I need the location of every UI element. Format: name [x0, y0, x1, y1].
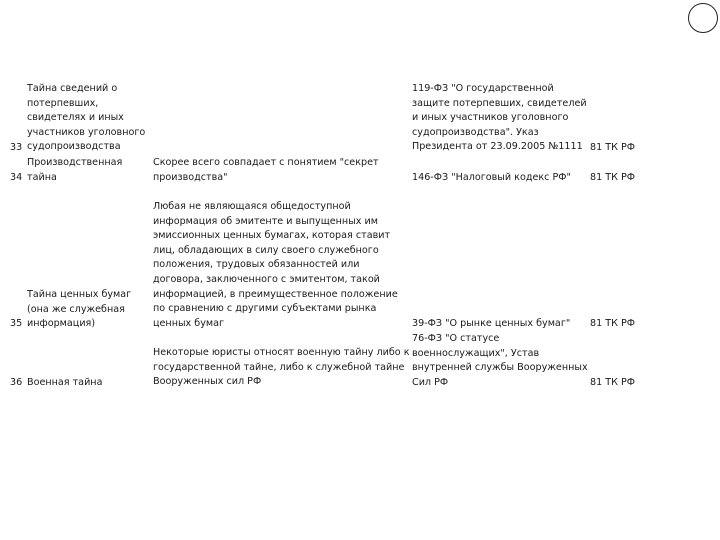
circle-icon — [688, 3, 718, 33]
tk-reference: 81 ТК РФ — [590, 172, 636, 183]
secret-name: Тайна сведений о потерпевших, свидетелях и иных участников уголовного судопроизводства — [27, 83, 146, 153]
row-number: 35 — [10, 318, 23, 329]
secret-name: Тайна ценных бумаг (она же служебная информация) — [27, 289, 132, 330]
law-reference: 119-ФЗ "О государственной защите потерпевших, свидетелей и иных участников уголовного судопроизводства". Указ Президента от 23.09.2005 №1111 — [412, 83, 587, 153]
secret-description: Любая не являющаяся общедоступной информация об эмитенте и выпущенных им эмиссионных ценных бумагах, которая ставит лиц, обладающих в силу своего служебного положения, трудовых обязанностей или договора, заключенного с эмитентом, такой информацией, в преимущественное положение по сравнению с другими субъектами рынка ценных бумаг — [153, 201, 398, 329]
secret-description: Некоторые юристы относят военную тайну либо к государственной тайне, либо к служебной тайне Вооруженных сил РФ — [153, 347, 410, 388]
tk-reference: 81 ТК РФ — [590, 318, 636, 329]
law-reference: 76-ФЗ "О статусе военнослужащих", Устав внутренней службы Вооруженных Сил РФ — [412, 333, 588, 388]
law-reference: 39-ФЗ "О рынке ценных бумаг" — [412, 318, 571, 329]
tk-reference: 81 ТК РФ — [590, 377, 636, 388]
row-number: 33 — [10, 142, 23, 153]
law-reference: 146-ФЗ "Налоговый кодекс РФ" — [412, 172, 571, 183]
row-number: 36 — [10, 377, 23, 388]
secret-name: Производственная тайна — [27, 157, 123, 183]
tk-reference: 81 ТК РФ — [590, 142, 636, 153]
row-number: 34 — [10, 172, 23, 183]
secret-description: Скорее всего совпадает с понятием "секрет производства" — [153, 157, 379, 183]
secret-name: Военная тайна — [27, 377, 103, 388]
